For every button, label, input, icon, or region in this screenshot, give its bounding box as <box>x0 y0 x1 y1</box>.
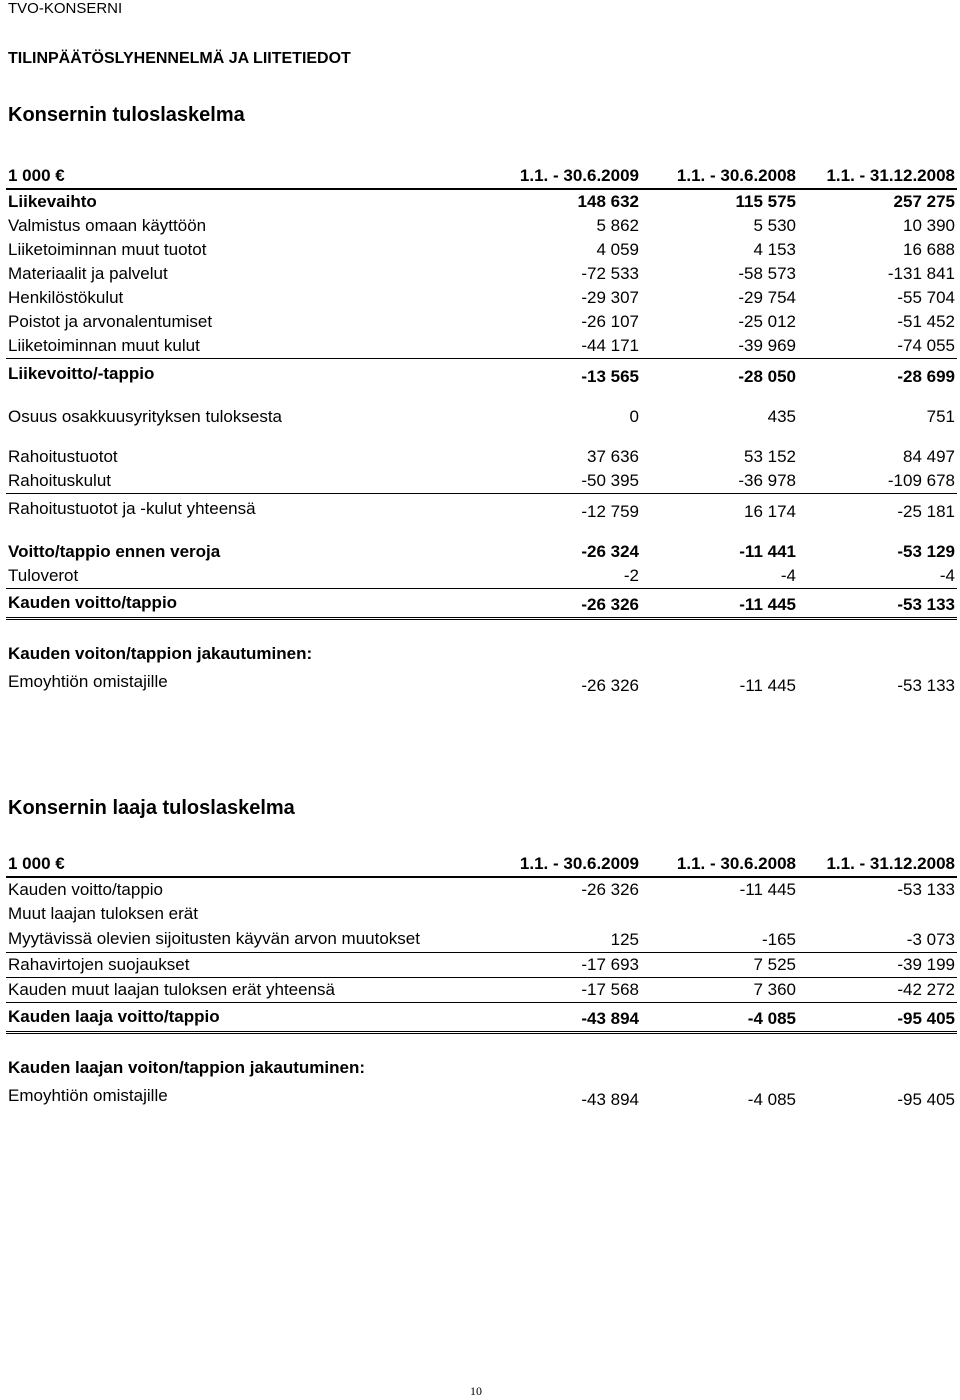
cell-value: -53 129 <box>897 542 955 561</box>
row-label: Liiketoiminnan muut kulut <box>6 334 486 359</box>
comprehensive-income-title: Konsernin laaja tuloslaskelma <box>8 797 295 819</box>
cell-value: -28 050 <box>738 367 796 386</box>
comprehensive-income-table <box>6 850 957 1112</box>
cell-value: -50 395 <box>486 469 641 494</box>
table-row-total <box>6 589 957 619</box>
cell-value: -95 405 <box>798 1003 957 1033</box>
row-label: Myytävissä olevien sijoitusten käyvän arvon muutokset <box>6 926 486 953</box>
cell-value: 0 <box>629 407 639 426</box>
spacer-row <box>6 429 957 445</box>
row-label: Emoyhtiön omistajille <box>8 672 168 691</box>
allocation-title: Kauden voiton/tappion jakautuminen: <box>8 644 313 663</box>
row-label: Kauden voitto/tappio <box>8 880 164 899</box>
cell-value: -28 699 <box>897 367 955 386</box>
row-label: Kauden voitto/tappio <box>6 589 486 619</box>
cell-value: 84 497 <box>903 447 955 466</box>
cell-value: -109 678 <box>798 469 957 494</box>
cell-value: -17 693 <box>486 953 641 978</box>
column-header: 1.1. - 30.6.2009 <box>486 850 641 877</box>
cell-value: -4 <box>798 564 957 589</box>
column-header: 1.1. - 31.12.2008 <box>798 162 957 189</box>
cell-value: -72 533 <box>581 264 639 283</box>
cell-value: -26 107 <box>581 312 639 331</box>
table-row <box>6 262 957 286</box>
cell-value: -11 441 <box>739 542 796 561</box>
column-header: 1.1. - 31.12.2008 <box>798 850 957 877</box>
table-row <box>6 1080 957 1112</box>
cell-value: -165 <box>641 926 798 953</box>
row-label: Henkilöstökulut <box>8 288 124 307</box>
document-title: TILINPÄÄTÖSLYHENNELMÄ JA LIITETIEDOT <box>8 50 351 67</box>
cell-value: -53 133 <box>897 880 955 899</box>
table-row <box>6 189 957 214</box>
page-number: 10 <box>470 1384 482 1398</box>
row-label: Muut laajan tuloksen erät <box>8 904 198 923</box>
table-row <box>6 334 957 359</box>
row-label: Valmistus omaan käyttöön <box>8 216 207 235</box>
row-label: Poistot ja arvonalentumiset <box>8 312 213 331</box>
row-label: Voitto/tappio ennen veroja <box>8 542 221 561</box>
table-row <box>6 877 957 902</box>
table-row <box>6 666 957 698</box>
spacer-row <box>6 389 957 405</box>
table-row-total <box>6 1003 957 1033</box>
cell-value: 148 632 <box>577 192 639 211</box>
cell-value: 115 575 <box>735 192 796 211</box>
unit-header: 1 000 € <box>6 162 486 189</box>
cell-value: 5 530 <box>753 216 796 235</box>
table-row-total <box>6 540 957 564</box>
table-row <box>6 469 957 494</box>
cell-value: 53 152 <box>744 447 796 466</box>
column-header: 1.1. - 30.6.2009 <box>486 162 641 189</box>
cell-value: -4 085 <box>641 1003 798 1033</box>
row-label: Rahavirtojen suojaukset <box>6 953 486 978</box>
cell-value: -51 452 <box>897 312 955 331</box>
table-row <box>6 214 957 238</box>
cell-value: 4 059 <box>596 240 639 259</box>
row-label: Liikevoitto/-tappio <box>8 364 155 383</box>
cell-value: -17 568 <box>486 978 641 1003</box>
cell-value: -39 969 <box>641 334 798 359</box>
cell-value <box>798 902 957 926</box>
cell-value: -29 754 <box>738 288 796 307</box>
cell-value: -3 073 <box>798 926 957 953</box>
cell-value: 16 174 <box>744 502 796 521</box>
cell-value: 5 862 <box>596 216 639 235</box>
cell-value: -26 326 <box>486 589 641 619</box>
cell-value: 125 <box>486 926 641 953</box>
table-row <box>6 310 957 334</box>
spacer-row <box>6 1033 957 1057</box>
cell-value: -43 894 <box>486 1003 641 1033</box>
table-row <box>6 286 957 310</box>
table-row <box>6 445 957 469</box>
cell-value: -2 <box>486 564 641 589</box>
cell-value <box>641 902 798 926</box>
cell-value: -44 171 <box>486 334 641 359</box>
cell-value: -4 <box>641 564 798 589</box>
cell-value: -11 445 <box>739 880 796 899</box>
table-row-total <box>6 359 957 390</box>
cell-value: -36 978 <box>641 469 798 494</box>
table-row <box>6 926 957 953</box>
cell-value: -4 085 <box>747 1090 796 1109</box>
cell-value: 257 275 <box>893 192 955 211</box>
allocation-title-row <box>6 642 957 666</box>
cell-value: -53 133 <box>897 676 955 695</box>
cell-value: -29 307 <box>581 288 639 307</box>
cell-value: 10 390 <box>903 216 955 235</box>
cell-value: -53 133 <box>798 589 957 619</box>
cell-value: 751 <box>926 407 955 426</box>
column-header: 1.1. - 30.6.2008 <box>641 162 798 189</box>
cell-value: -26 324 <box>581 542 639 561</box>
cell-value: -55 704 <box>897 288 955 307</box>
row-label: Materiaalit ja palvelut <box>8 264 168 283</box>
cell-value <box>486 902 641 926</box>
cell-value: -12 759 <box>581 502 639 521</box>
table-header-row <box>6 850 957 877</box>
cell-value: -26 326 <box>581 880 639 899</box>
cell-value: -42 272 <box>798 978 957 1003</box>
cell-value: -11 445 <box>739 676 796 695</box>
company-name: TVO-KONSERNI <box>8 0 123 17</box>
cell-value: -58 573 <box>738 264 796 283</box>
unit-header: 1 000 € <box>6 850 486 877</box>
cell-value: 16 688 <box>903 240 955 259</box>
income-statement-title: Konsernin tuloslaskelma <box>8 104 245 126</box>
cell-value: -131 841 <box>887 264 955 283</box>
cell-value: 4 153 <box>753 240 796 259</box>
row-label: Tuloverot <box>6 564 486 589</box>
table-row <box>6 953 957 978</box>
allocation-title: Kauden laajan voiton/tappion jakautuminen: <box>8 1058 366 1077</box>
cell-value: -11 445 <box>641 589 798 619</box>
table-row <box>6 902 957 926</box>
row-label: Rahoitustuotot ja -kulut yhteensä <box>8 499 256 518</box>
column-header: 1.1. - 30.6.2008 <box>641 850 798 877</box>
table-row <box>6 238 957 262</box>
cell-value: 7 525 <box>641 953 798 978</box>
table-row <box>6 405 957 429</box>
row-label: Osuus osakkuusyrityksen tuloksesta <box>8 407 283 426</box>
spacer-row <box>6 524 957 540</box>
income-statement-table <box>6 162 957 698</box>
table-row <box>6 564 957 589</box>
table-row <box>6 494 957 525</box>
table-header-row <box>6 162 957 189</box>
row-label: Kauden laaja voitto/tappio <box>6 1003 486 1033</box>
cell-value: -13 565 <box>581 367 639 386</box>
row-label: Kauden muut laajan tuloksen erät yhteensä <box>6 978 486 1003</box>
cell-value: -95 405 <box>897 1090 955 1109</box>
cell-value: -25 181 <box>897 502 955 521</box>
row-label: Emoyhtiön omistajille <box>8 1086 168 1105</box>
table-row <box>6 978 957 1003</box>
cell-value: -74 055 <box>798 334 957 359</box>
row-label: Rahoituskulut <box>6 469 486 494</box>
cell-value: 435 <box>767 407 796 426</box>
cell-value: 37 636 <box>587 447 639 466</box>
cell-value: 7 360 <box>641 978 798 1003</box>
cell-value: -39 199 <box>798 953 957 978</box>
spacer-row <box>6 619 957 643</box>
cell-value: -26 326 <box>581 676 639 695</box>
cell-value: -25 012 <box>738 312 796 331</box>
row-label: Liiketoiminnan muut tuotot <box>8 240 207 259</box>
cell-value: -43 894 <box>581 1090 639 1109</box>
row-label: Liikevaihto <box>8 192 97 211</box>
row-label: Rahoitustuotot <box>8 447 118 466</box>
allocation-title-row <box>6 1056 957 1080</box>
